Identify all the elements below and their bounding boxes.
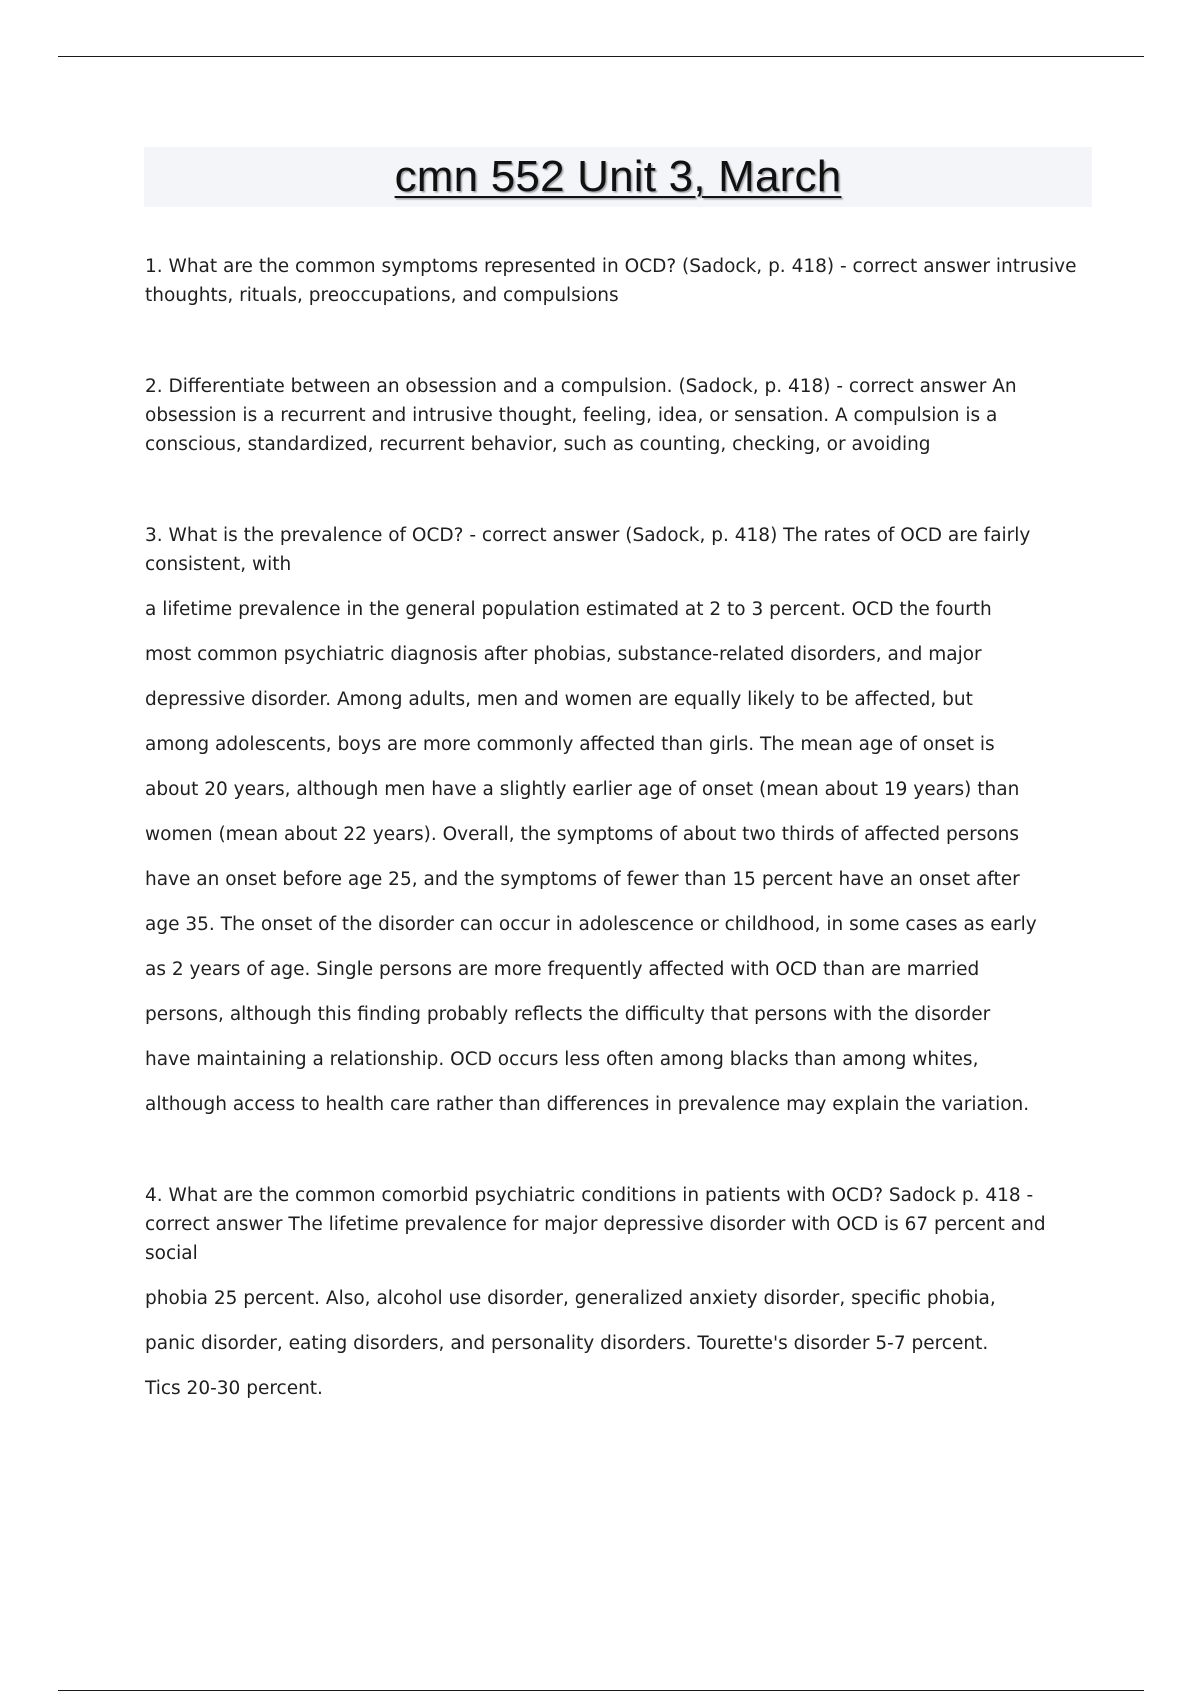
question-text: 4. What are the common comorbid psychiatric conditions in patients with OCD? Sadock p. 418 - correct answer The lifetime prevalence for major depressive disorder with OCD is 67 percent and social — [145, 1185, 1046, 1264]
title-banner — [144, 147, 1092, 207]
document-body — [145, 252, 1085, 1403]
question-3 — [145, 521, 1085, 1119]
answer-line: persons, although this finding probably reflects the difficulty that persons with the disorder — [145, 1004, 991, 1025]
answer-line: women (mean about 22 years). Overall, the symptoms of about two thirds of affected persons — [145, 824, 1020, 845]
answer-line: have maintaining a relationship. OCD occurs less often among blacks than among whites, — [145, 1049, 979, 1070]
page-title: cmn 552 Unit 3, March — [394, 152, 842, 201]
question-2 — [145, 372, 1085, 459]
answer-line: phobia 25 percent. Also, alcohol use disorder, generalized anxiety disorder, specific phobia, — [145, 1288, 996, 1309]
answer-line: a lifetime prevalence in the general population estimated at 2 to 3 percent. OCD the fourth — [145, 599, 992, 620]
top-rule — [58, 56, 1144, 57]
answer-line: depressive disorder. Among adults, men and women are equally likely to be affected, but — [145, 689, 973, 710]
question-text: 2. Differentiate between an obsession and a compulsion. (Sadock, p. 418) - correct answer An obsession is a recurrent and intrusive thought, feeling, idea, or sensation. A compulsion is a conscious, standardized, recurrent behavior, such as counting, checking, or avoiding — [145, 376, 1017, 455]
answer-line: although access to health care rather than differences in prevalence may explain the variation. — [145, 1094, 1030, 1115]
answer-line: panic disorder, eating disorders, and personality disorders. Tourette's disorder 5-7 percent. — [145, 1333, 989, 1354]
answer-line: as 2 years of age. Single persons are more frequently affected with OCD than are married — [145, 959, 980, 980]
bottom-rule — [58, 1690, 1144, 1691]
question-text: 1. What are the common symptoms represented in OCD? (Sadock, p. 418) - correct answer intrusive thoughts, rituals, preoccupations, and compulsions — [145, 256, 1077, 306]
answer-line: about 20 years, although men have a slightly earlier age of onset (mean about 19 years) than — [145, 779, 1020, 800]
answer-line: Tics 20-30 percent. — [145, 1378, 323, 1399]
question-4 — [145, 1181, 1085, 1403]
answer-line: have an onset before age 25, and the symptoms of fewer than 15 percent have an onset after — [145, 869, 1020, 890]
question-1 — [145, 252, 1085, 310]
answer-line: most common psychiatric diagnosis after phobias, substance-related disorders, and major — [145, 644, 982, 665]
question-text: 3. What is the prevalence of OCD? - correct answer (Sadock, p. 418) The rates of OCD are fairly consistent, with — [145, 525, 1031, 575]
answer-line: among adolescents, boys are more commonly affected than girls. The mean age of onset is — [145, 734, 995, 755]
answer-line: age 35. The onset of the disorder can occur in adolescence or childhood, in some cases as early — [145, 914, 1037, 935]
